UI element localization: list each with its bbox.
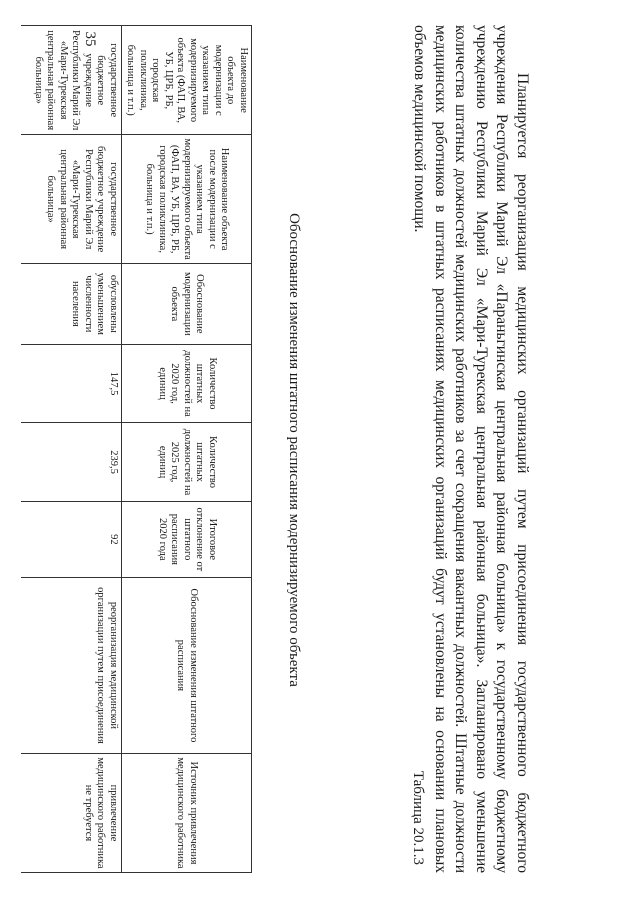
header-deviation: Итоговое отклонение от штатного расписания 2020 года	[122, 501, 252, 577]
header-source: Источник привлечения медицинского работника	[122, 753, 252, 872]
table-title: Обоснование изменения штатного расписания модернизируемого объекта	[286, 213, 302, 687]
staffing-table	[22, 25, 253, 873]
header-object-before: Наименование объекта до модернизации с указанием типа модернизируемого объекта (ФАП, ВА, УБ, ЦРБ, РБ, городская поликлиника, больница и т.п.)	[122, 26, 252, 135]
cell-deviation: 92	[22, 501, 122, 577]
table-label: Таблица 20.1.3	[410, 770, 426, 865]
cell-staff-2020: 147,5	[22, 344, 122, 423]
header-object-after: Наименование объекта после модернизации с указанием типа модернизируемого объекта (ФАП, ВА, УБ, ЦРБ, РБ, городская поликлиника, больница и т.п.)	[122, 135, 252, 263]
page-number: 35	[82, 31, 98, 47]
intro-paragraph: Планируется реорганизация медицинских организаций путем присоединения государственного бюджетного учреждения Республики Марий Эл «Параньгинская центральная районная больница» к государственному бюджетному учреждению Республики Марий Эл «Мари-Турекская центральная районная больница». Запланировано уменьшение количества штатных должностей медицинских работников за счет сокращения вакантных должностей. Штатные должности медицинских работников в штатных расписаниях медицинских организаций будут установлены на основании плановых объемов медицинской помощи.	[411, 25, 531, 873]
table-header-row	[122, 26, 252, 873]
cell-object-after: государственное бюджетное учреждение Республики Марий Эл «Мари-Турекская центральная районная больница»	[22, 135, 122, 263]
header-change-reason: Обоснование изменения штатного расписания	[122, 577, 252, 753]
cell-object-before: государственное бюджетное учреждение Республики Марий Эл «Мари-Турекская центральная районная больница»	[22, 26, 122, 135]
header-staff-2020: Количество штатных должностей на 2020 год, единиц	[122, 344, 252, 423]
cell-change-reason: реорганизация медицинской организации путем присоединения	[22, 577, 122, 753]
table-row	[22, 26, 122, 873]
header-staff-2025: Количество штатных должностей на 2025 год, единиц	[122, 423, 252, 502]
cell-staff-2025: 239,5	[22, 423, 122, 502]
header-justification: Обоснование модернизации объекта	[122, 263, 252, 344]
cell-source: привлечение медицинского работника не требуется	[22, 753, 122, 872]
cell-justification: обусловлены уменьшением численности населения	[22, 263, 122, 344]
